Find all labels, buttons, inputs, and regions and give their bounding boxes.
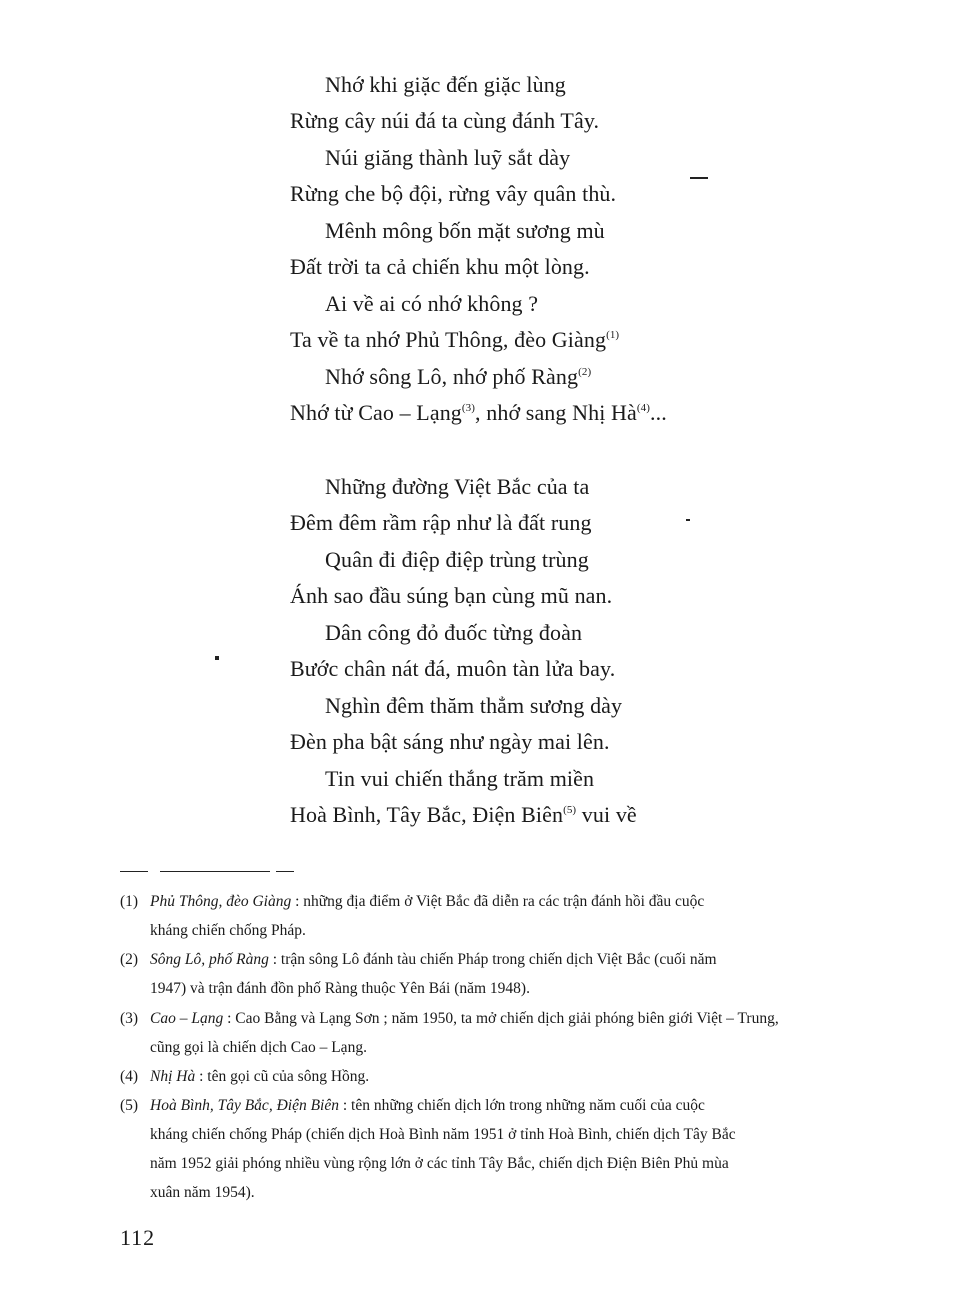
footnote-text: tên gọi cũ của sông Hồng. bbox=[207, 1068, 370, 1085]
footnote-ref: (5) bbox=[563, 804, 577, 816]
scan-speck bbox=[686, 519, 690, 521]
poem-line bbox=[325, 363, 591, 391]
footnote-number: (5) bbox=[120, 1097, 139, 1114]
page-number: 112 bbox=[120, 1225, 156, 1250]
poem-line: Tin vui chiến thắng trăm miền bbox=[325, 766, 595, 791]
footnote-continuation: xuân năm 1954). bbox=[150, 1184, 255, 1201]
poem-line: Dân công đỏ đuốc từng đoàn bbox=[325, 620, 583, 645]
footnote-separator: : bbox=[291, 893, 304, 910]
poem-line: Những đường Việt Bắc của ta bbox=[325, 474, 590, 499]
footnote-term: Phủ Thông, đèo Giàng bbox=[150, 893, 292, 910]
footnote-number: (3) bbox=[120, 1010, 139, 1027]
footnote-continuation: cũng gọi là chiến dịch Cao – Lạng. bbox=[150, 1039, 367, 1056]
footnote-term: Cao – Lạng bbox=[150, 1010, 224, 1027]
footnote-number: (4) bbox=[120, 1068, 139, 1085]
poem-line-text: vui về bbox=[576, 802, 637, 827]
poem-line: Rừng che bộ đội, rừng vây quân thù. bbox=[290, 181, 617, 206]
footnote-number: (1) bbox=[120, 893, 139, 910]
poem-line bbox=[290, 326, 619, 354]
footnote-number: (2) bbox=[120, 951, 139, 968]
poem-line-text: Nhớ từ Cao – Lạng bbox=[290, 400, 462, 425]
footnote-ref: (2) bbox=[578, 366, 592, 378]
poem-line: Mênh mông bốn mặt sương mù bbox=[325, 218, 605, 243]
footnote-separator: : bbox=[195, 1068, 208, 1085]
footnote-text: những địa điểm ở Việt Bắc đã diễn ra các trận đánh hồi đầu cuộc bbox=[303, 893, 705, 910]
footnote bbox=[120, 945, 926, 1003]
poem-line-text: , nhớ sang Nhị Hà bbox=[475, 400, 637, 425]
poem-line: Nhớ khi giặc đến giặc lùng bbox=[325, 72, 566, 97]
footnote bbox=[120, 1062, 926, 1091]
footnote bbox=[120, 887, 926, 945]
footnote bbox=[120, 1091, 926, 1207]
footnote-separator: : bbox=[338, 1097, 352, 1114]
footnote-separator: : bbox=[268, 951, 281, 968]
poem-line: Đêm đêm rầm rập như là đất rung bbox=[290, 510, 592, 535]
poem-line: Đất trời ta cả chiến khu một lòng. bbox=[290, 254, 590, 279]
footnote-continuation: năm 1952 giải phóng nhiều vùng rộng lớn ở các tỉnh Tây Bắc, chiến dịch Điện Biên Phủ mùa bbox=[150, 1155, 729, 1172]
footnote-term: Nhị Hà bbox=[150, 1068, 196, 1085]
footnote-rule bbox=[160, 871, 270, 872]
footnote-rule bbox=[276, 871, 294, 872]
poem-line: Đèn pha bật sáng như ngày mai lên. bbox=[290, 729, 610, 754]
footnote-ref: (3) bbox=[461, 402, 476, 414]
footnote-continuation: kháng chiến chống Pháp (chiến dịch Hoà Bình năm 1951 ở tỉnh Hoà Bình, chiến dịch Tây Bắc bbox=[150, 1126, 736, 1143]
footnote-separator: : bbox=[223, 1010, 236, 1027]
footnote bbox=[120, 1004, 926, 1062]
footnote-continuation: kháng chiến chống Pháp. bbox=[150, 922, 306, 939]
poem-line-text: Nhớ sông Lô, nhớ phố Ràng bbox=[325, 364, 579, 389]
poem-line: Quân đi điệp điệp trùng trùng bbox=[325, 547, 589, 572]
poem-line-text: Hoà Bình, Tây Bắc, Điện Biên bbox=[290, 802, 564, 827]
poem-line: Nghìn đêm thăm thẳm sương dày bbox=[325, 693, 623, 718]
poem-line-text: Ta về ta nhớ Phủ Thông, đèo Giàng bbox=[290, 327, 607, 352]
scan-speck bbox=[215, 656, 219, 660]
scan-speck bbox=[690, 177, 708, 179]
footnote-text: tên những chiến dịch lớn trong những năm cuối của cuộc bbox=[351, 1097, 705, 1114]
footnote-ref: (1) bbox=[606, 329, 620, 341]
poem-line: Ánh sao đầu súng bạn cùng mũ nan. bbox=[290, 583, 613, 608]
poem-line: Rừng cây núi đá ta cùng đánh Tây. bbox=[290, 108, 600, 133]
footnote-ref: (4) bbox=[636, 402, 650, 414]
footnote-text: Cao Bằng và Lạng Sơn ; năm 1950, ta mở chiến dịch giải phóng biên giới Việt – Trung, bbox=[235, 1010, 779, 1027]
footnote-text: trận sông Lô đánh tàu chiến Pháp trong chiến dịch Việt Bắc (cuối năm bbox=[280, 951, 717, 968]
poem-line: Núi giăng thành luỹ sắt dày bbox=[325, 145, 571, 170]
poem-line: Bước chân nát đá, muôn tàn lửa bay. bbox=[290, 656, 616, 681]
footnote-term: Sông Lô, phố Ràng bbox=[150, 951, 269, 968]
poem-line bbox=[290, 801, 637, 829]
footnote-rule bbox=[120, 871, 148, 872]
poem-line-text: ... bbox=[650, 400, 667, 425]
poem-line: Ai về ai có nhớ không ? bbox=[325, 291, 539, 316]
footnote-continuation: 1947) và trận đánh đồn phố Ràng thuộc Yên Bái (năm 1948). bbox=[150, 980, 530, 997]
footnote-term: Hoà Bình, Tây Bắc, Điện Biên bbox=[150, 1097, 339, 1114]
poem-line bbox=[290, 399, 667, 427]
